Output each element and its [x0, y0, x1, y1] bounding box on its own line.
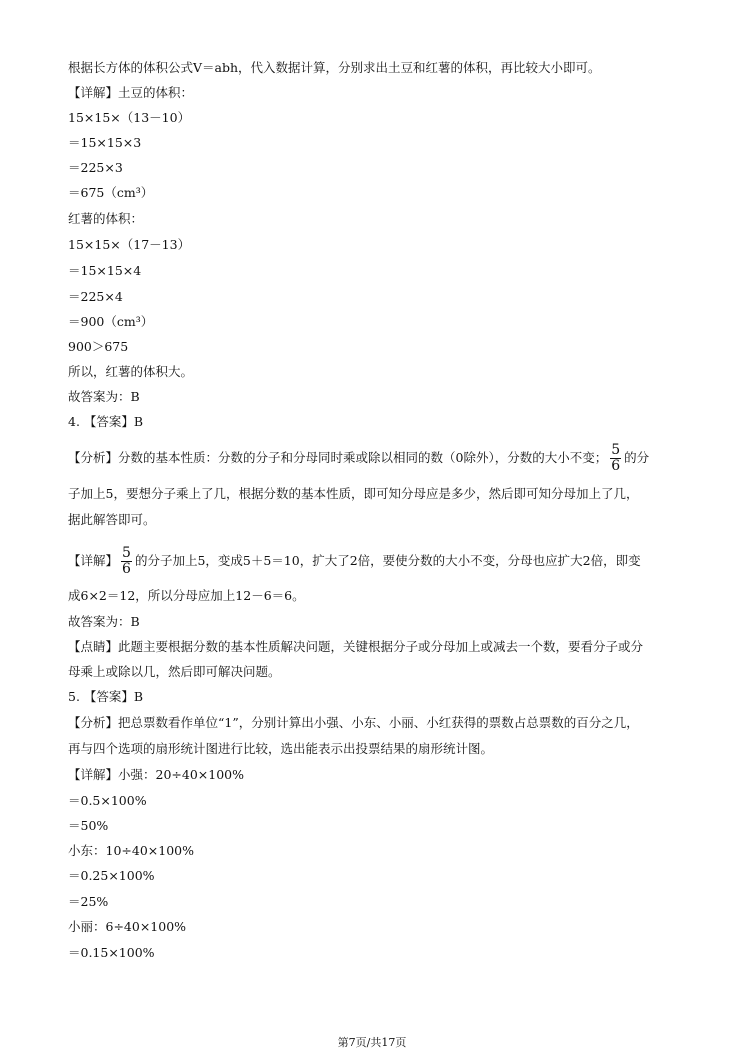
answer-heading: 4. 【答案】B — [68, 414, 144, 429]
fraction-numerator: 5 — [611, 442, 621, 458]
text-line: ＝900（cm³） — [68, 314, 154, 329]
text-line: 小丽：6÷40×100% — [68, 919, 187, 934]
text-line: 15×15×（17－13） — [68, 237, 191, 252]
text-line: 【详解】小强：20÷40×100% — [68, 767, 244, 782]
text-line: 故答案为：B — [68, 614, 140, 629]
text-line: 所以，红薯的体积大。 — [68, 364, 194, 379]
text-line: 故答案为：B — [68, 389, 140, 404]
fraction-denominator: 6 — [122, 561, 131, 577]
text-line: ＝675（cm³） — [68, 185, 154, 200]
text-line: ＝225×3 — [68, 160, 123, 175]
text-line: 子加上5，要想分子乘上了几，根据分数的基本性质，即可知分母应是多少，然后即可知分母加上了几， — [68, 486, 639, 501]
text-line: 15×15×（13－10） — [68, 110, 191, 125]
text-line: 成6×2＝12，所以分母应加上12－6＝6。 — [68, 588, 305, 603]
text-line: ＝0.15×100% — [68, 945, 155, 960]
text-line: ＝225×4 — [68, 289, 123, 304]
text-line: 母乘上或除以几，然后即可解决问题。 — [68, 664, 281, 679]
page-number-footer: 第7页/共17页 — [337, 1036, 407, 1049]
text-segment: 【分析】分数的基本性质：分数的分子和分母同时乘或除以相同的数（0除外），分数的大小不变； — [68, 450, 608, 465]
text-segment: 的分子加上5，变成5＋5＝10，扩大了2倍，要使分数的大小不变，分母也应扩大2倍，即变 — [134, 553, 641, 568]
fraction-numerator: 5 — [122, 545, 131, 561]
text-line: ＝0.5×100% — [68, 793, 147, 808]
text-line: 小东：10÷40×100% — [68, 843, 194, 858]
fraction — [610, 443, 621, 474]
fraction-denominator: 6 — [611, 458, 621, 474]
text-segment: 的分 — [624, 450, 650, 465]
text-line: ＝50% — [68, 818, 109, 833]
text-line: ＝0.25×100% — [68, 868, 155, 883]
text-line: 【点睛】此题主要根据分数的基本性质解决问题，关键根据分子或分母加上或减去一个数，要看分子或分 — [68, 639, 644, 654]
text-line: 据此解答即可。 — [68, 512, 156, 527]
text-line: 红薯的体积： — [68, 211, 144, 226]
text-line: ＝15×15×3 — [68, 135, 142, 150]
answer-heading: 5. 【答案】B — [68, 689, 144, 704]
text-line: 【详解】土豆的体积： — [68, 85, 194, 100]
text-line: 根据长方体的体积公式V＝abh，代入数据计算，分别求出土豆和红薯的体积，再比较大小即可。 — [68, 60, 601, 75]
text-line-with-fraction — [68, 546, 641, 577]
text-line-with-fraction — [68, 443, 649, 474]
text-line: ＝15×15×4 — [68, 263, 142, 278]
text-line: 再与四个选项的扇形统计图进行比较，选出能表示出投票结果的扇形统计图。 — [68, 741, 494, 756]
text-line: 900＞675 — [68, 339, 129, 354]
fraction — [121, 546, 132, 577]
text-segment: 【详解】 — [68, 553, 119, 568]
text-line: ＝25% — [68, 894, 109, 909]
text-line: 【分析】把总票数看作单位“1”，分别计算出小强、小东、小丽、小红获得的票数占总票数的百分之几， — [68, 715, 639, 730]
